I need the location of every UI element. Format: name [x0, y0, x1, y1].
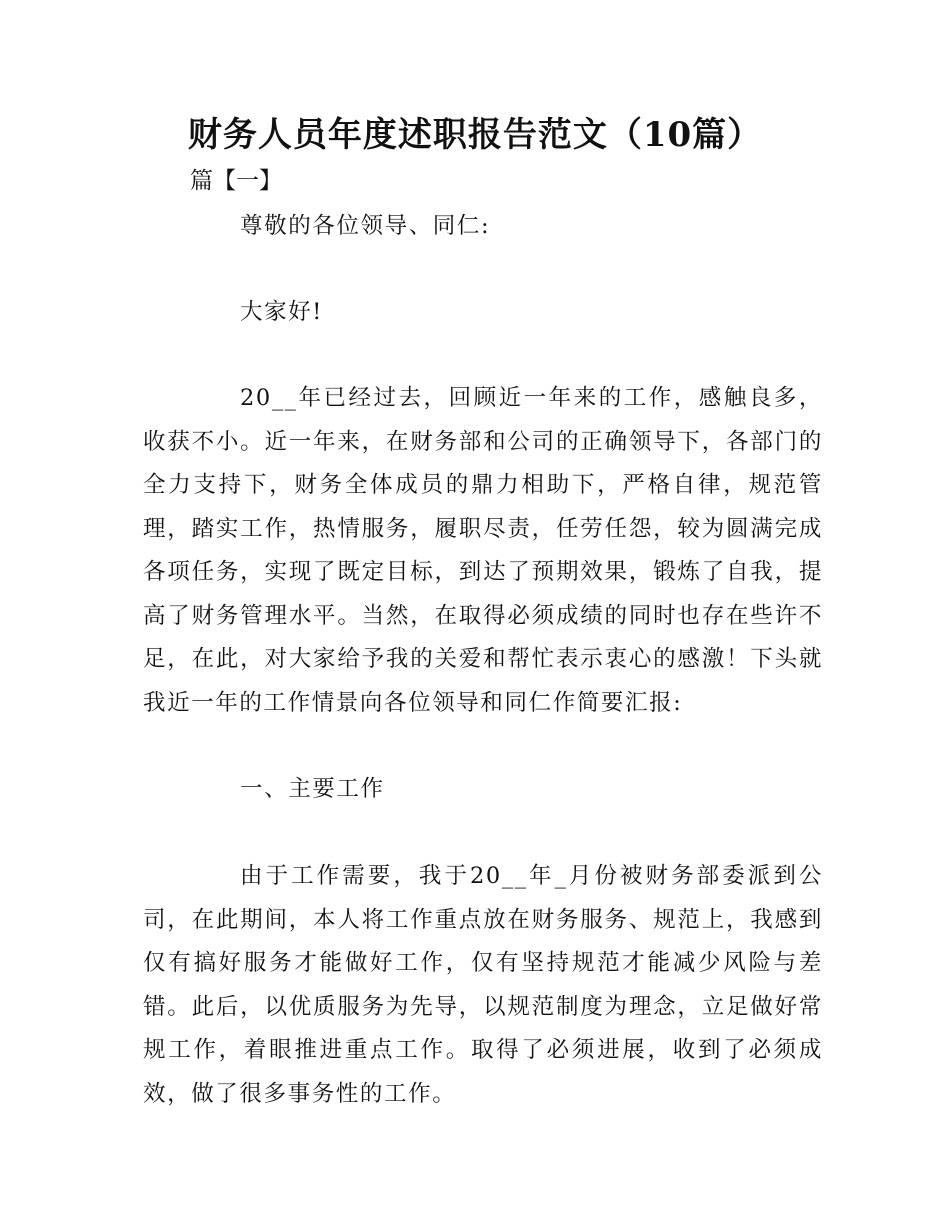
main-work-paragraph: 由于工作需要，我于20__年_月份被财务部委派到公司，在此期间，本人将工作重点放在财务服务、规范上，我感到仅有搞好服务才能做好工作，仅有坚持规范才能减少风险与差错。此后，以优质服务为先导，以规范制度为理念，立足做好常规工作，着眼推进重点工作。取得了必须进展，收到了必须成效，做了很多事务性的工作。 [143, 863, 823, 1107]
section-label: 篇【一】 [190, 168, 282, 194]
section-heading-main-work: 一、主要工作 [240, 776, 385, 802]
greeting-paragraph: 大家好! [240, 299, 323, 325]
document-title: 财务人员年度述职报告范文（10篇） [187, 115, 763, 155]
salutation-paragraph: 尊敬的各位领导、同仁: [240, 213, 491, 239]
summary-paragraph: 20__年已经过去，回顾近一年来的工作，感触良多，收获不小。近一年来，在财务部和公司的正确领导下，各部门的全力支持下，财务全体成员的鼎力相助下，严格自律，规范管理，踏实工作，热情服务，履职尽责，任劳任怨，较为圆满完成各项任务，实现了既定目标，到达了预期效果，锻炼了自我，提高了财务管理水平。当然，在取得必须成绩的同时也存在些许不足，在此，对大家给予我的关爱和帮忙表示衷心的感激！下头就我近一年的工作情景向各位领导和同仁作简要汇报: [143, 385, 823, 716]
